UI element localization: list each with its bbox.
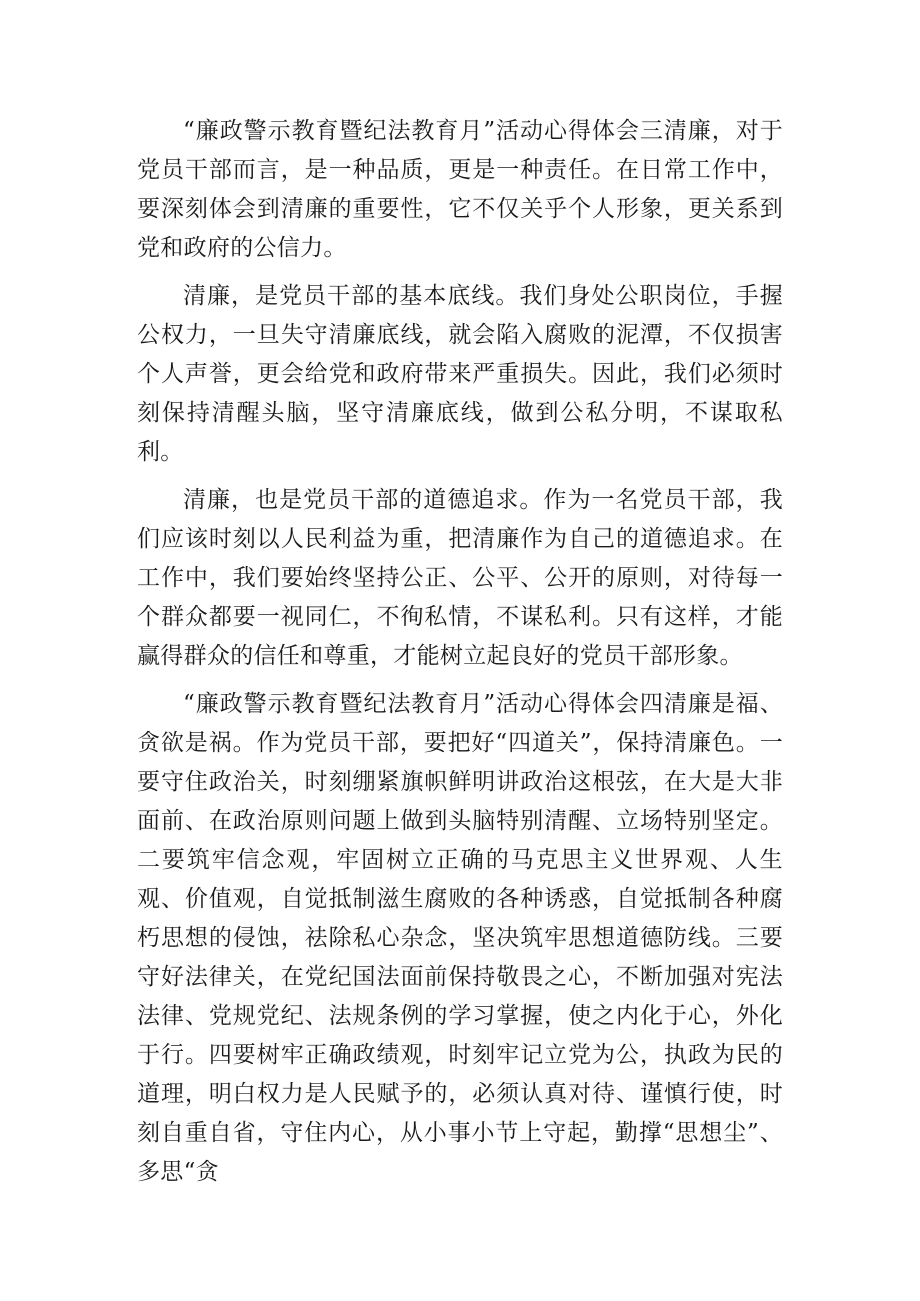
paragraph-2: 清廉，是党员干部的基本底线。我们身处公职岗位，手握公权力，一旦失守清廉底线，就会陷入腐败的泥潭，不仅损害个人声誉，更会给党和政府带来严重损失。因此，我们必须时刻保持清醒头脑，坚守清廉底线，做到公私分明，不谋取私利。 [137,283,783,465]
document-page [137,112,783,1201]
paragraph-3: 清廉，也是党员干部的道德追求。作为一名党员干部，我们应该时刻以人民利益为重，把清廉作为自己的道德追求。在工作中，我们要始终坚持公正、公平、公开的原则，对待每一个群众都要一视同仁，不徇私情，不谋私利。只有这样，才能赢得群众的信任和尊重，才能树立起良好的党员干部形象。 [137,487,783,669]
paragraph-4: “廉政警示教育暨纪法教育月”活动心得体会四清廉是福、贪欲是祸。作为党员干部，要把好“四道关”，保持清廉色。一要守住政治关，时刻绷紧旗帜鲜明讲政治这根弦，在大是大非面前、在政治原则问题上做到头脑特别清醒、立场特别坚定。二要筑牢信念观，牢固树立正确的马克思主义世界观、人生观、价值观，自觉抵制滋生腐败的各种诱惑，自觉抵制各种腐朽思想的侵蚀，祛除私心杂念，坚决筑牢思想道德防线。三要守好法律关，在党纪国法面前保持敬畏之心，不断加强对宪法法律、党规党纪、法规条例的学习掌握，使之内化于心，外化于行。四要树牢正确政绩观，时刻牢记立党为公，执政为民的道理，明白权力是人民赋予的，必须认真对待、谨慎行使，时刻自重自省，守住内心，从小事小节上守起，勤撑“思想尘”、多思“贪 [137,691,783,1185]
paragraph-1: “廉政警示教育暨纪法教育月”活动心得体会三清廉，对于党员干部而言，是一种品质，更是一种责任。在日常工作中，要深刻体会到清廉的重要性，它不仅关乎个人形象，更关系到党和政府的公信力。 [137,118,783,261]
